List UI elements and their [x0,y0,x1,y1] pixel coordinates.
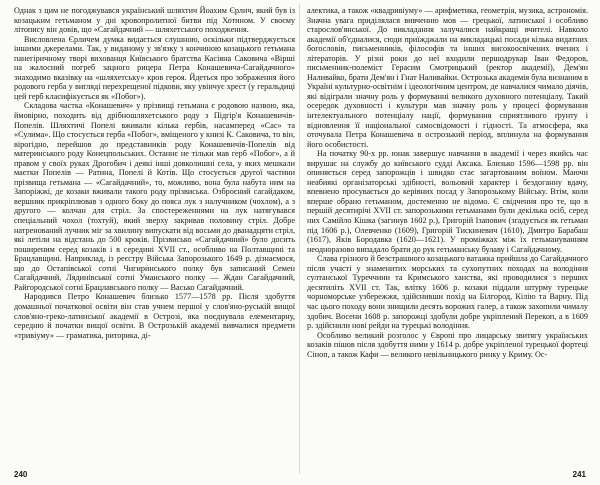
paragraph: Складова частка «Конашевич» у прізвищі гетьмана є родовою назвою, яка, ймовірно, походить від дрібношляхетського роду з Підгір'я Конашевичів-Попелів. Шляхтичі Попелі вживали кілька гербів, насамперед «Сас» та «Сулима». Що стосується герба «Побог», вміщеного у книзі К. Саковича, то він, вірогідно, перейшов до представників роду Конашевичів-Попелів від материнського роду Конецпольських. Останнє не тільки мав герб «Побог», а й правом у своїх руках Дрогобич і деякі інші довколишні села, у яких мешкали маєтки Попелів — Ратина, Попелі й Котів. Що стосується другої частини прізвища гетьмана — «Сагайдачний», то, можливо, вона була набута ним на Запоріжжі, де козаки вживали такого роду прізвиська. Озброєний сагайдаком, вершник прикріплював з одного боку до пояса лук з налучником (чохлом), а з другого — колчан для стріл. За спостереженнями на лук натягувався спеціальний чохол (тохтуй), який зверху закривав половину стріл. Добре натренований лучник міг за хвилину випускати від восьми до дванадцяти стріл, які летіли на відстань до 500 кроків. Прізвисько «Сагайдачний» було досить поширеним серед козаків і в середині XVII ст., особливо на Полтавщині та Брацлавщині. Наприклад, із реєстру Війська Запорозького 1649 р. дізнаємося, що до Остапівської сотні Чигиринського полку був записаний Семен Сагайдачний, Лядинівської сотні Уманського полку — Ждан Сагайдачний, Райгородської сотні Брацлавського полку — Васько Сагайдачний. [14,101,295,292]
paragraph: Однак з цим не погоджувався український шляхтич Йоахим Єрлич, який був із козацьким гетьманом у дні кровопролитної битви під Хотином. У своєму літопису він довів, що «Сагайдачний — шляхетського походження. [14,6,295,35]
paragraph: Особливо великий розголос у Європі про лицарську звитягу українських козаків пішов після здобуття ними у 1614 р. добре укріпленої турецької фортеці Сіноп, а також Кафи — великого невільницького ринку у Криму. Ос- [307,330,588,359]
paragraph: На початку 90-х рр. юнак завершує навчання в академії і через якийсь час вирушає на службу до київського судді Аксака. Близько 1596—1598 рр. він опиняється серед запорожців і швидко стає загартованим воїном. Маючи неабиякі організаторські здібності, вольовий характер і бездоганну вдачу, впевнено просувається до керівних посад у Запорозькому Війську. Втім, коли вперше обрано гетьманом, достеменно не відомо. Є свідчення про те, що в першій десятирічі XVII ст. запорозькими гетьманами були декілька осіб, серед них Самійло Кішка (загинув 1602 р.), Григорій Ізапович (згадується як гетьман під 1606 р.), Олевченко (1609), Григорій Тискиневич (1610), Дмитро Барабаш (1617), Яків Бородавка (1620—1621). У проміжках між їх гетьмануванням неодноразово випадало брати до рук гетьманську булаву і Сагайдачному. [307,149,588,254]
paragraph: Народився Петро Конашевич близько 1577—1578 рр. Після здобуття домашньої початкової освіти він став учнем першої у слов'яно-руській вищої слов'яно-греко-латинської академії в Острозі, яка поєднувала елементарну, середню й початки вищої освіти. В Острозькій академії вивчалися предмети «тривіуму» — граматика, риторика, ді- [14,292,295,340]
page-number: 240 [14,470,28,479]
left-page-text [14,6,295,340]
page-number: 241 [572,470,586,479]
paragraph: алектика, а також «квадривіуму» — арифметика, геометрія, музика, астрономія. Значна увага приділялася вивченню мов — грецької, латинської і особливо старослов'янської. До викладання залучалися найкращі вчителі. Навколо академії об'єдналися, сюди приїжджали на викладацькі посади кілька видатних богословів, письменників, філософів та інших високоосвічених вчених і літераторів. У різні роки до неї входили першодрукар Іван Федоров, письменник-полеміст Герасим Смотрицький (ректор академії), Дем'ян Наливайко, брати Дем'ян і Гнат Наливайки. Острозька академія була визнаним в Україні культурно-освітнім і ідеологічним центром, де навчалися чимало діячів, які відіграли значну роль у формуванні великого духовного потенціалу. Такий осередок духовності і культури мав значну роль у процесі формування інтелектуального потенціалу нації, формування сприятливого ґрунту і відновлення її національної самосвідомості і гідності. Та атмосфера, яка оточувала Петра Конашевича в острозький період, вплинула на формування його особистості. [307,6,588,149]
paragraph: Висловлена Єрличем думка видається слушною, оскільки підтверджується іншими джерелами. Так, у виданому у зв'язку з кончиною козацького гетьмана панегіричному творі вихованця Київського братства Касіяна Саковича «Вірші на жалосний погреб зацного рицера Петра Конашевича-Сагайдачного» знаходимо вказівку на «шляхетську» кров героя. Йдеться про зображення його родового герба у вигляді перехрещеної підкови, яку увінчує хрест (у геральдиці цей герб класифікується як «Побог»). [14,34,295,101]
paragraph: Слава грізного й безстрашного козацького ватажка прийшла до Сагайдачного після участі у знаменитих морських та сухопутних походах на володіння султанської Туреччини та Кримського ханства, які проводилися з перших десятиліть XVII ст. Так, влітку 1606 р. козаки піддали штурму турецьке чорноморське узбережжя, здійснивши похід на Білгород, Кілію та Варну. Під час цього походу вони знищили десять ворожих галер, а також захопили чималу здобич. Восени 1608 р. запорожці здобули добре укріплений Перекоп, а в 1609 р. здійснили нові рейди на турецькі володіння. [307,254,588,331]
right-page-text [307,6,588,359]
right-page [300,0,600,485]
